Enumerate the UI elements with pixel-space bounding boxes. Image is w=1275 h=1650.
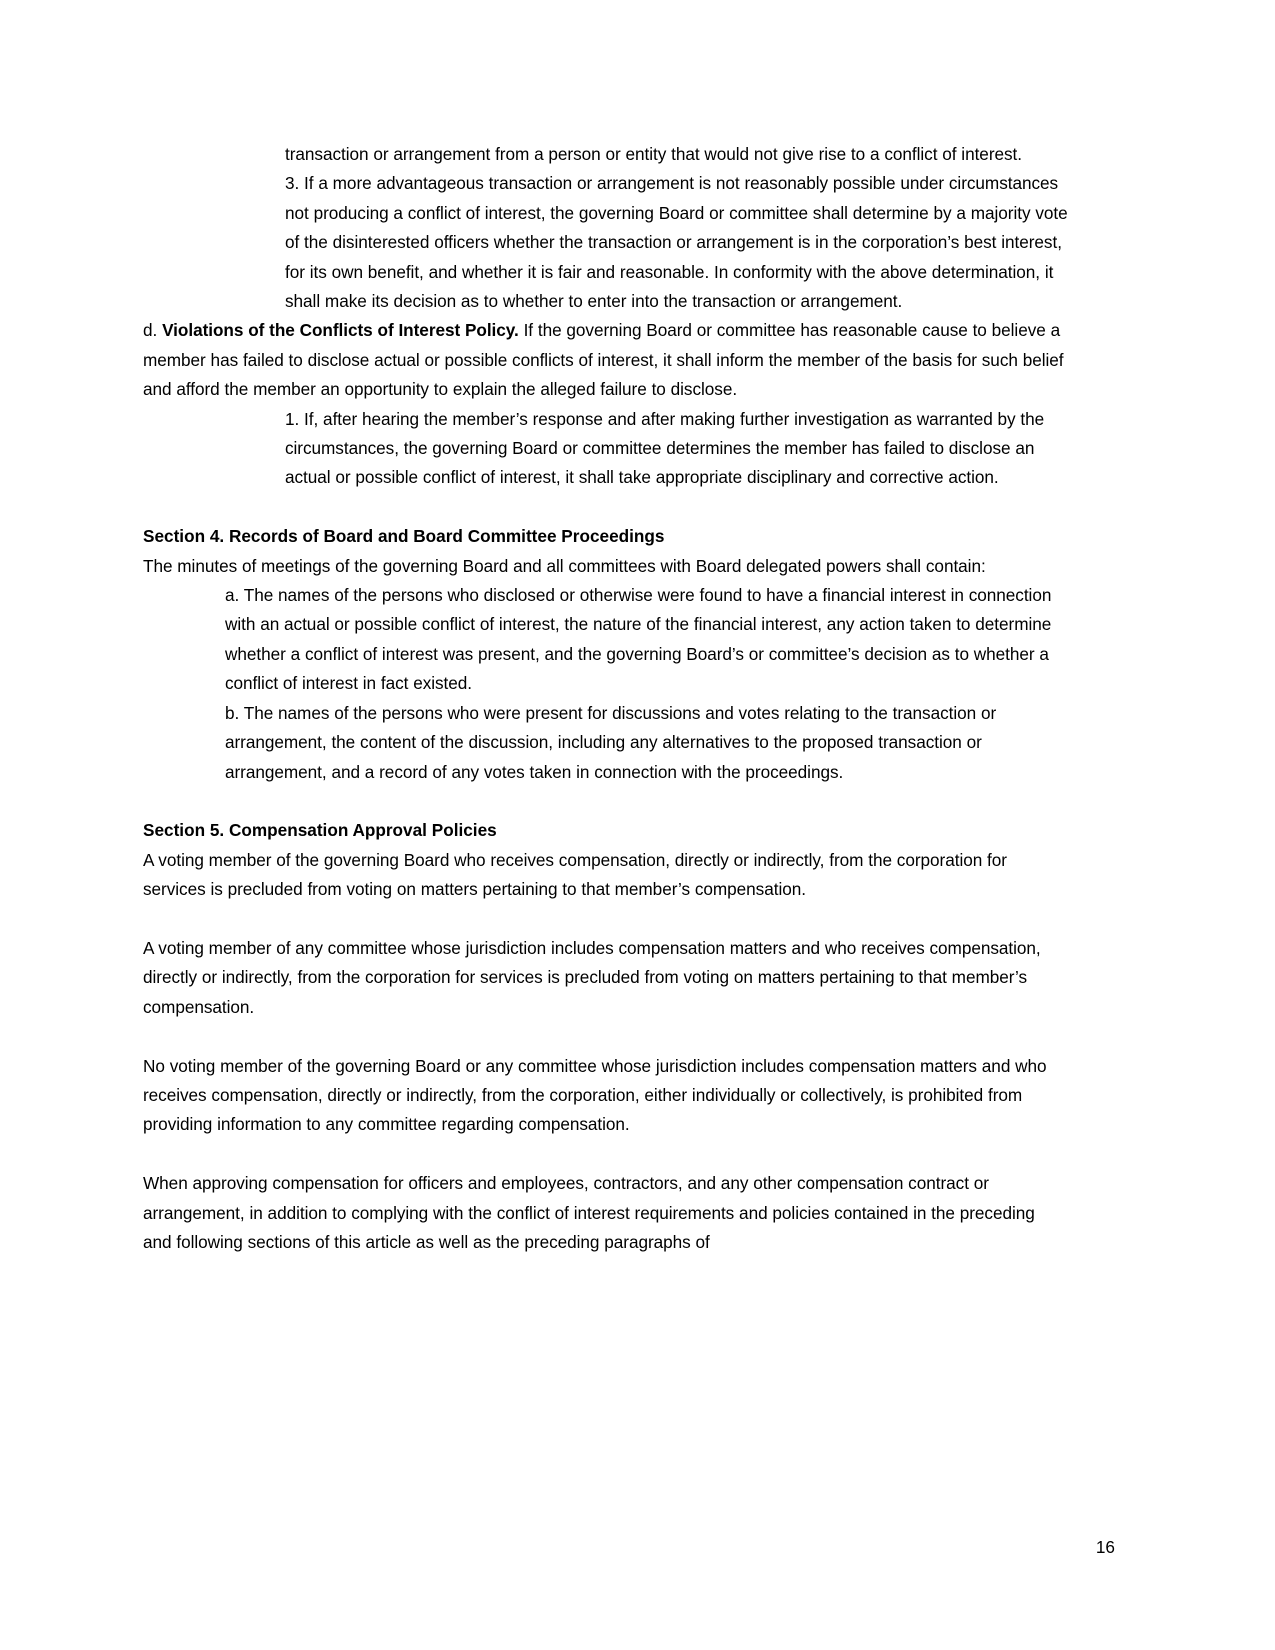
paragraph-section-5-second: A voting member of any committee whose jurisdiction includes compensation matters and who receives compensation, directly or indirectly, from the corporation for services is precluded from voting on matters pertaining to that member’s compensation. bbox=[143, 937, 1041, 1017]
page-number: 16 bbox=[1095, 1537, 1115, 1557]
document-body bbox=[143, 140, 1068, 1257]
heading-section-4: Section 4. Records of Board and Board Committee Proceedings bbox=[143, 526, 665, 547]
paragraph-section-4-intro: The minutes of meetings of the governing Board and all committees with Board delegated powers shall contain: bbox=[143, 555, 986, 576]
paragraph-section-5-fourth: When approving compensation for officers and employees, contractors, and any other compensation contract or arrangement, in addition to complying with the conflict of interest requirements and policies contained in the preceding and following sections of this article as well as the preceding paragraphs of bbox=[143, 1173, 1035, 1252]
paragraph-item-a: a. The names of the persons who disclosed or otherwise were found to have a financial interest in connection with an actual or possible conflict of interest, the nature of the financial interest, any action taken to determine whether a conflict of interest was present, and the governing Board’s or committee’s decision as to whether a conflict of interest in fact existed. bbox=[225, 585, 1052, 694]
paragraph-item-3: 3. If a more advantageous transaction or arrangement is not reasonably possible under circumstances not producing a conflict of interest, the governing Board or committee shall determine by a majority vote of the disinterested officers whether the transaction or arrangement is in the corporation’s best interest, for its own benefit, and whether it is fair and reasonable. In conformity with the above determination, it shall make its decision as to whether to enter into the transaction or arrangement. bbox=[285, 173, 1068, 312]
paragraph-section-5-first: A voting member of the governing Board who receives compensation, directly or indirectly, from the corporation for services is precluded from voting on matters pertaining to that member’s compensation. bbox=[143, 849, 1007, 900]
paragraph-item-1: 1. If, after hearing the member’s response and after making further investigation as warranted by the circumstances, the governing Board or committee determines the member has failed to disclose an actual or possible conflict of interest, it shall take appropriate disciplinary and corrective action. bbox=[285, 408, 1045, 488]
item-d-body: If the governing Board or committee has reasonable cause to believe a member has failed to disclose actual or possible conflicts of interest, it shall inform the member of the basis for such belief and afford the member an opportunity to explain the alleged failure to disclose. bbox=[143, 320, 1064, 400]
item-d-bold-title: Violations of the Conflicts of Interest Policy. bbox=[162, 320, 519, 341]
item-d-lead: d. bbox=[143, 320, 163, 341]
paragraph-section-5-third: No voting member of the governing Board or any committee whose jurisdiction includes compensation matters and who receives compensation, directly or indirectly, from the corporation, either individually or collectively, is prohibited from providing information to any committee regarding compensation. bbox=[143, 1055, 1047, 1135]
paragraph-spacer bbox=[143, 905, 1068, 934]
paragraph-spacer bbox=[143, 1022, 1068, 1051]
paragraph-continuation: transaction or arrangement from a person or entity that would not give rise to a conflict of interest. bbox=[285, 144, 1022, 164]
paragraph-item-d bbox=[143, 316, 1068, 404]
paragraph-item-b: b. The names of the persons who were present for discussions and votes relating to the transaction or arrangement, the content of the discussion, including any alternatives to the proposed transaction or arrangement, and a record of any votes taken in connection with the proceedings. bbox=[225, 702, 997, 782]
paragraph-spacer bbox=[143, 1140, 1068, 1169]
heading-section-5: Section 5. Compensation Approval Policies bbox=[143, 820, 497, 841]
paragraph-spacer bbox=[143, 787, 1068, 816]
paragraph-spacer bbox=[143, 493, 1068, 522]
